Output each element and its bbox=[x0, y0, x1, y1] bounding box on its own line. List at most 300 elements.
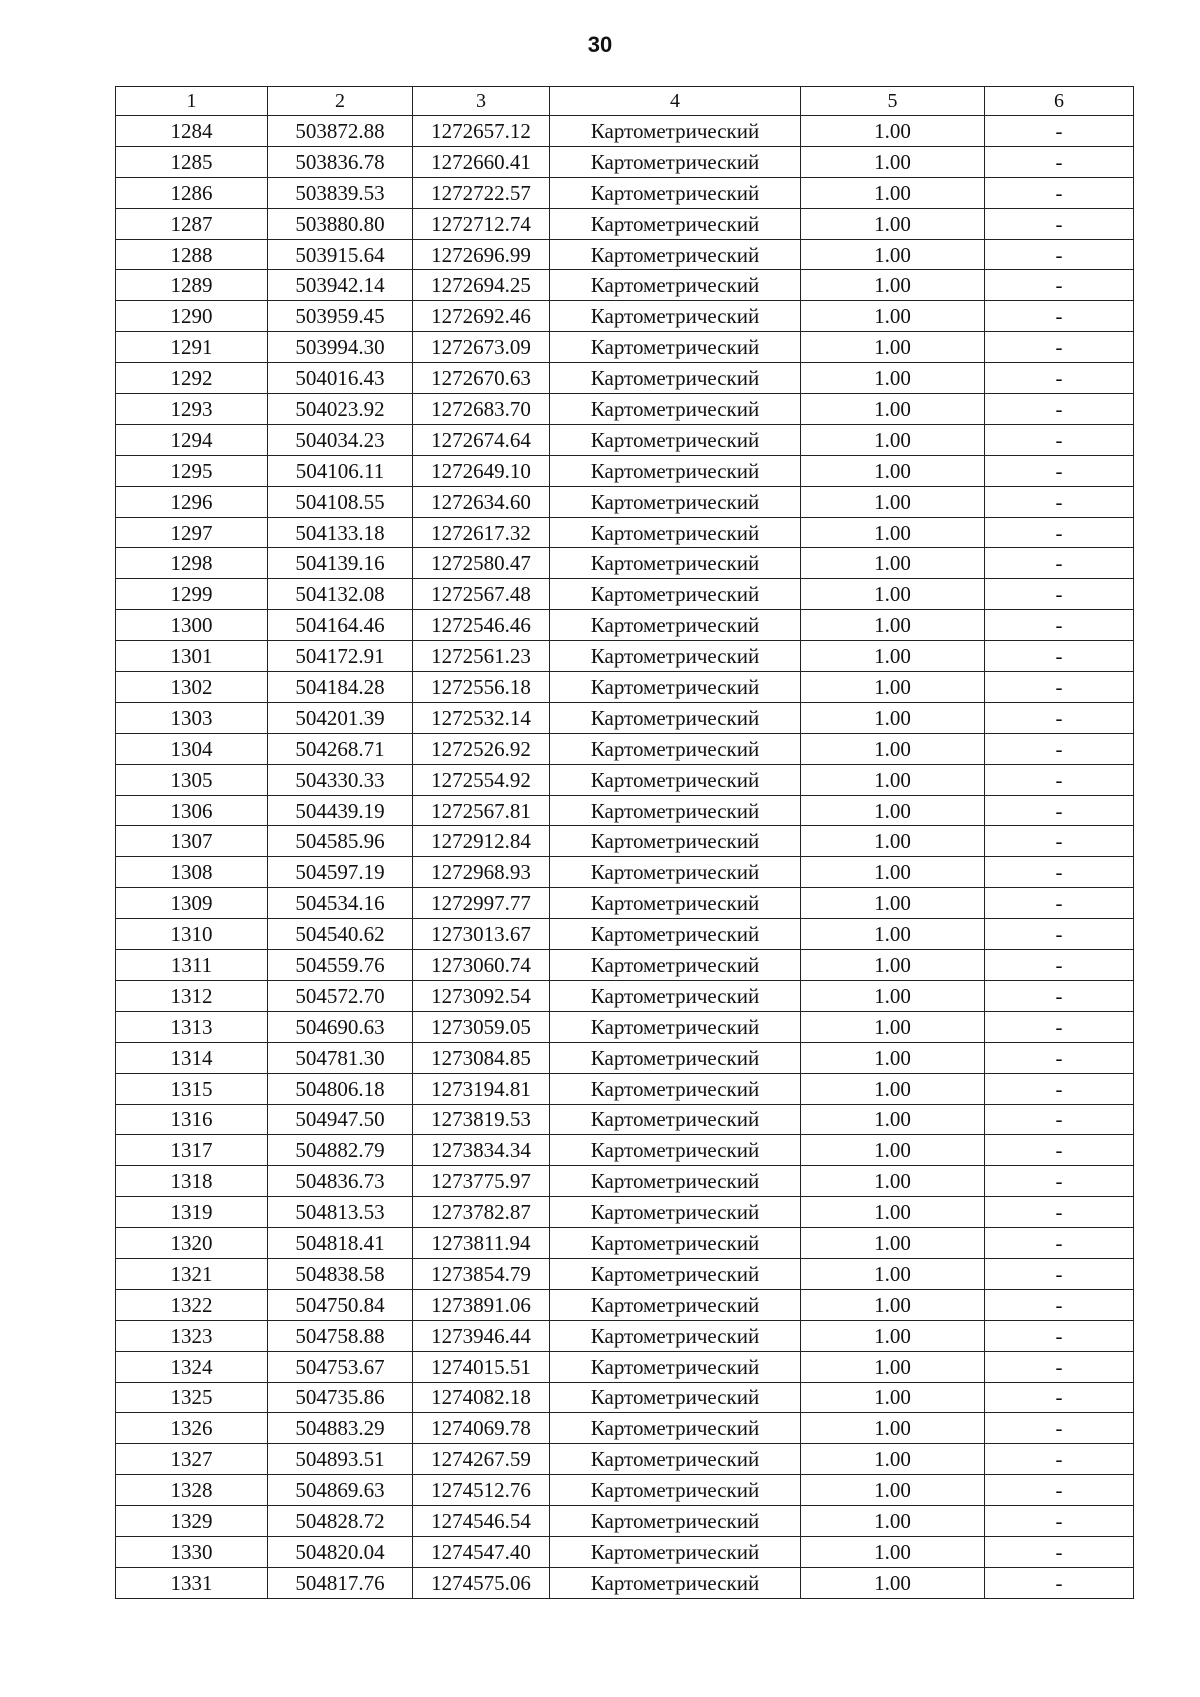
accuracy-cell: 1.00 bbox=[801, 424, 985, 455]
point-number-cell: 1312 bbox=[116, 980, 268, 1011]
point-number-cell: 1321 bbox=[116, 1258, 268, 1289]
column-header-5: 5 bbox=[801, 87, 985, 116]
description-cell: - bbox=[985, 1258, 1134, 1289]
y-coordinate-cell: 1272674.64 bbox=[413, 424, 550, 455]
x-coordinate-cell: 504817.76 bbox=[268, 1567, 413, 1598]
accuracy-cell: 1.00 bbox=[801, 1382, 985, 1413]
x-coordinate-cell: 504540.62 bbox=[268, 919, 413, 950]
method-cell: Картометрический bbox=[550, 672, 801, 703]
accuracy-cell: 1.00 bbox=[801, 672, 985, 703]
table-row bbox=[116, 1506, 1134, 1537]
y-coordinate-cell: 1272554.92 bbox=[413, 764, 550, 795]
method-cell: Картометрический bbox=[550, 548, 801, 579]
point-number-cell: 1297 bbox=[116, 517, 268, 548]
table-row bbox=[116, 795, 1134, 826]
table-row bbox=[116, 857, 1134, 888]
table-row bbox=[116, 270, 1134, 301]
point-number-cell: 1286 bbox=[116, 177, 268, 208]
accuracy-cell: 1.00 bbox=[801, 177, 985, 208]
method-cell: Картометрический bbox=[550, 641, 801, 672]
description-cell: - bbox=[985, 1011, 1134, 1042]
x-coordinate-cell: 504572.70 bbox=[268, 980, 413, 1011]
y-coordinate-cell: 1272912.84 bbox=[413, 826, 550, 857]
x-coordinate-cell: 504534.16 bbox=[268, 888, 413, 919]
accuracy-cell: 1.00 bbox=[801, 1320, 985, 1351]
y-coordinate-cell: 1272997.77 bbox=[413, 888, 550, 919]
y-coordinate-cell: 1272617.32 bbox=[413, 517, 550, 548]
x-coordinate-cell: 504439.19 bbox=[268, 795, 413, 826]
description-cell: - bbox=[985, 208, 1134, 239]
method-cell: Картометрический bbox=[550, 1228, 801, 1259]
x-coordinate-cell: 504893.51 bbox=[268, 1444, 413, 1475]
description-cell: - bbox=[985, 1166, 1134, 1197]
description-cell: - bbox=[985, 1351, 1134, 1382]
table-row bbox=[116, 733, 1134, 764]
method-cell: Картометрический bbox=[550, 1444, 801, 1475]
point-number-cell: 1306 bbox=[116, 795, 268, 826]
method-cell: Картометрический bbox=[550, 1382, 801, 1413]
y-coordinate-cell: 1274069.78 bbox=[413, 1413, 550, 1444]
accuracy-cell: 1.00 bbox=[801, 116, 985, 147]
y-coordinate-cell: 1274575.06 bbox=[413, 1567, 550, 1598]
column-header-2: 2 bbox=[268, 87, 413, 116]
method-cell: Картометрический bbox=[550, 733, 801, 764]
y-coordinate-cell: 1273782.87 bbox=[413, 1197, 550, 1228]
table-row bbox=[116, 1413, 1134, 1444]
y-coordinate-cell: 1272546.46 bbox=[413, 610, 550, 641]
table-row bbox=[116, 702, 1134, 733]
description-cell: - bbox=[985, 702, 1134, 733]
description-cell: - bbox=[985, 270, 1134, 301]
table-row bbox=[116, 579, 1134, 610]
x-coordinate-cell: 504139.16 bbox=[268, 548, 413, 579]
accuracy-cell: 1.00 bbox=[801, 1073, 985, 1104]
accuracy-cell: 1.00 bbox=[801, 1536, 985, 1567]
x-coordinate-cell: 504836.73 bbox=[268, 1166, 413, 1197]
point-number-cell: 1324 bbox=[116, 1351, 268, 1382]
accuracy-cell: 1.00 bbox=[801, 208, 985, 239]
x-coordinate-cell: 504034.23 bbox=[268, 424, 413, 455]
y-coordinate-cell: 1272683.70 bbox=[413, 394, 550, 425]
accuracy-cell: 1.00 bbox=[801, 486, 985, 517]
description-cell: - bbox=[985, 1382, 1134, 1413]
y-coordinate-cell: 1273854.79 bbox=[413, 1258, 550, 1289]
point-number-cell: 1291 bbox=[116, 332, 268, 363]
y-coordinate-cell: 1272580.47 bbox=[413, 548, 550, 579]
accuracy-cell: 1.00 bbox=[801, 1197, 985, 1228]
table-row bbox=[116, 1166, 1134, 1197]
accuracy-cell: 1.00 bbox=[801, 1228, 985, 1259]
y-coordinate-cell: 1273084.85 bbox=[413, 1042, 550, 1073]
point-number-cell: 1302 bbox=[116, 672, 268, 703]
point-number-cell: 1327 bbox=[116, 1444, 268, 1475]
y-coordinate-cell: 1272567.48 bbox=[413, 579, 550, 610]
y-coordinate-cell: 1272722.57 bbox=[413, 177, 550, 208]
table-row bbox=[116, 1320, 1134, 1351]
method-cell: Картометрический bbox=[550, 455, 801, 486]
description-cell: - bbox=[985, 857, 1134, 888]
table-row bbox=[116, 239, 1134, 270]
y-coordinate-cell: 1272657.12 bbox=[413, 116, 550, 147]
table-row bbox=[116, 1228, 1134, 1259]
y-coordinate-cell: 1274512.76 bbox=[413, 1475, 550, 1506]
accuracy-cell: 1.00 bbox=[801, 1135, 985, 1166]
x-coordinate-cell: 504016.43 bbox=[268, 363, 413, 394]
description-cell: - bbox=[985, 486, 1134, 517]
y-coordinate-cell: 1274015.51 bbox=[413, 1351, 550, 1382]
column-header-4: 4 bbox=[550, 87, 801, 116]
y-coordinate-cell: 1272694.25 bbox=[413, 270, 550, 301]
y-coordinate-cell: 1272968.93 bbox=[413, 857, 550, 888]
point-number-cell: 1305 bbox=[116, 764, 268, 795]
table-row bbox=[116, 1197, 1134, 1228]
point-number-cell: 1294 bbox=[116, 424, 268, 455]
accuracy-cell: 1.00 bbox=[801, 548, 985, 579]
point-number-cell: 1320 bbox=[116, 1228, 268, 1259]
accuracy-cell: 1.00 bbox=[801, 610, 985, 641]
table-row bbox=[116, 1444, 1134, 1475]
point-number-cell: 1310 bbox=[116, 919, 268, 950]
method-cell: Картометрический bbox=[550, 270, 801, 301]
x-coordinate-cell: 503880.80 bbox=[268, 208, 413, 239]
point-number-cell: 1326 bbox=[116, 1413, 268, 1444]
y-coordinate-cell: 1273060.74 bbox=[413, 950, 550, 981]
method-cell: Картометрический bbox=[550, 857, 801, 888]
point-number-cell: 1331 bbox=[116, 1567, 268, 1598]
y-coordinate-cell: 1272649.10 bbox=[413, 455, 550, 486]
point-number-cell: 1307 bbox=[116, 826, 268, 857]
description-cell: - bbox=[985, 641, 1134, 672]
y-coordinate-cell: 1272561.23 bbox=[413, 641, 550, 672]
point-number-cell: 1316 bbox=[116, 1104, 268, 1135]
description-cell: - bbox=[985, 455, 1134, 486]
method-cell: Картометрический bbox=[550, 1475, 801, 1506]
x-coordinate-cell: 504753.67 bbox=[268, 1351, 413, 1382]
x-coordinate-cell: 504882.79 bbox=[268, 1135, 413, 1166]
table-row bbox=[116, 610, 1134, 641]
y-coordinate-cell: 1272556.18 bbox=[413, 672, 550, 703]
point-number-cell: 1295 bbox=[116, 455, 268, 486]
method-cell: Картометрический bbox=[550, 1104, 801, 1135]
point-number-cell: 1290 bbox=[116, 301, 268, 332]
accuracy-cell: 1.00 bbox=[801, 733, 985, 764]
x-coordinate-cell: 504597.19 bbox=[268, 857, 413, 888]
method-cell: Картометрический bbox=[550, 486, 801, 517]
description-cell: - bbox=[985, 301, 1134, 332]
method-cell: Картометрический bbox=[550, 1042, 801, 1073]
point-number-cell: 1288 bbox=[116, 239, 268, 270]
method-cell: Картометрический bbox=[550, 1135, 801, 1166]
point-number-cell: 1313 bbox=[116, 1011, 268, 1042]
method-cell: Картометрический bbox=[550, 1197, 801, 1228]
x-coordinate-cell: 504201.39 bbox=[268, 702, 413, 733]
y-coordinate-cell: 1272660.41 bbox=[413, 146, 550, 177]
x-coordinate-cell: 504330.33 bbox=[268, 764, 413, 795]
x-coordinate-cell: 504023.92 bbox=[268, 394, 413, 425]
y-coordinate-cell: 1274547.40 bbox=[413, 1536, 550, 1567]
x-coordinate-cell: 504883.29 bbox=[268, 1413, 413, 1444]
method-cell: Картометрический bbox=[550, 795, 801, 826]
x-coordinate-cell: 503915.64 bbox=[268, 239, 413, 270]
table-row bbox=[116, 950, 1134, 981]
y-coordinate-cell: 1272696.99 bbox=[413, 239, 550, 270]
description-cell: - bbox=[985, 1228, 1134, 1259]
description-cell: - bbox=[985, 424, 1134, 455]
x-coordinate-cell: 504820.04 bbox=[268, 1536, 413, 1567]
y-coordinate-cell: 1273059.05 bbox=[413, 1011, 550, 1042]
table-row bbox=[116, 826, 1134, 857]
table-row bbox=[116, 1289, 1134, 1320]
x-coordinate-cell: 503836.78 bbox=[268, 146, 413, 177]
column-header-6: 6 bbox=[985, 87, 1134, 116]
table-header bbox=[116, 87, 1134, 116]
accuracy-cell: 1.00 bbox=[801, 332, 985, 363]
description-cell: - bbox=[985, 239, 1134, 270]
x-coordinate-cell: 504750.84 bbox=[268, 1289, 413, 1320]
y-coordinate-cell: 1274082.18 bbox=[413, 1382, 550, 1413]
y-coordinate-cell: 1273819.53 bbox=[413, 1104, 550, 1135]
x-coordinate-cell: 504758.88 bbox=[268, 1320, 413, 1351]
description-cell: - bbox=[985, 579, 1134, 610]
table-row bbox=[116, 1258, 1134, 1289]
point-number-cell: 1303 bbox=[116, 702, 268, 733]
table-body bbox=[116, 116, 1134, 1599]
y-coordinate-cell: 1272673.09 bbox=[413, 332, 550, 363]
method-cell: Картометрический bbox=[550, 424, 801, 455]
description-cell: - bbox=[985, 1073, 1134, 1104]
accuracy-cell: 1.00 bbox=[801, 517, 985, 548]
point-number-cell: 1318 bbox=[116, 1166, 268, 1197]
table-row bbox=[116, 363, 1134, 394]
point-number-cell: 1325 bbox=[116, 1382, 268, 1413]
method-cell: Картометрический bbox=[550, 394, 801, 425]
method-cell: Картометрический bbox=[550, 1011, 801, 1042]
table-row bbox=[116, 177, 1134, 208]
description-cell: - bbox=[985, 1135, 1134, 1166]
accuracy-cell: 1.00 bbox=[801, 394, 985, 425]
method-cell: Картометрический bbox=[550, 702, 801, 733]
description-cell: - bbox=[985, 733, 1134, 764]
point-number-cell: 1311 bbox=[116, 950, 268, 981]
y-coordinate-cell: 1273092.54 bbox=[413, 980, 550, 1011]
table-row bbox=[116, 146, 1134, 177]
x-coordinate-cell: 504806.18 bbox=[268, 1073, 413, 1104]
table-row bbox=[116, 116, 1134, 147]
description-cell: - bbox=[985, 980, 1134, 1011]
y-coordinate-cell: 1273013.67 bbox=[413, 919, 550, 950]
column-header-1: 1 bbox=[116, 87, 268, 116]
accuracy-cell: 1.00 bbox=[801, 950, 985, 981]
method-cell: Картометрический bbox=[550, 363, 801, 394]
point-number-cell: 1299 bbox=[116, 579, 268, 610]
accuracy-cell: 1.00 bbox=[801, 239, 985, 270]
accuracy-cell: 1.00 bbox=[801, 1351, 985, 1382]
accuracy-cell: 1.00 bbox=[801, 1475, 985, 1506]
method-cell: Картометрический bbox=[550, 517, 801, 548]
point-number-cell: 1300 bbox=[116, 610, 268, 641]
description-cell: - bbox=[985, 146, 1134, 177]
method-cell: Картометрический bbox=[550, 1536, 801, 1567]
point-number-cell: 1329 bbox=[116, 1506, 268, 1537]
point-number-cell: 1319 bbox=[116, 1197, 268, 1228]
method-cell: Картометрический bbox=[550, 579, 801, 610]
method-cell: Картометрический bbox=[550, 919, 801, 950]
header-row bbox=[116, 87, 1134, 116]
column-header-3: 3 bbox=[413, 87, 550, 116]
x-coordinate-cell: 504947.50 bbox=[268, 1104, 413, 1135]
x-coordinate-cell: 504106.11 bbox=[268, 455, 413, 486]
accuracy-cell: 1.00 bbox=[801, 1042, 985, 1073]
x-coordinate-cell: 504690.63 bbox=[268, 1011, 413, 1042]
y-coordinate-cell: 1272712.74 bbox=[413, 208, 550, 239]
accuracy-cell: 1.00 bbox=[801, 1011, 985, 1042]
x-coordinate-cell: 504559.76 bbox=[268, 950, 413, 981]
description-cell: - bbox=[985, 950, 1134, 981]
accuracy-cell: 1.00 bbox=[801, 301, 985, 332]
table-row bbox=[116, 332, 1134, 363]
description-cell: - bbox=[985, 1413, 1134, 1444]
x-coordinate-cell: 503872.88 bbox=[268, 116, 413, 147]
point-number-cell: 1317 bbox=[116, 1135, 268, 1166]
x-coordinate-cell: 504818.41 bbox=[268, 1228, 413, 1259]
accuracy-cell: 1.00 bbox=[801, 455, 985, 486]
accuracy-cell: 1.00 bbox=[801, 764, 985, 795]
method-cell: Картометрический bbox=[550, 826, 801, 857]
description-cell: - bbox=[985, 888, 1134, 919]
x-coordinate-cell: 503994.30 bbox=[268, 332, 413, 363]
description-cell: - bbox=[985, 517, 1134, 548]
y-coordinate-cell: 1273946.44 bbox=[413, 1320, 550, 1351]
table-row bbox=[116, 919, 1134, 950]
accuracy-cell: 1.00 bbox=[801, 1444, 985, 1475]
table-row bbox=[116, 672, 1134, 703]
description-cell: - bbox=[985, 1567, 1134, 1598]
method-cell: Картометрический bbox=[550, 1166, 801, 1197]
accuracy-cell: 1.00 bbox=[801, 1413, 985, 1444]
coordinates-table bbox=[115, 86, 1134, 1599]
description-cell: - bbox=[985, 363, 1134, 394]
table-row bbox=[116, 980, 1134, 1011]
accuracy-cell: 1.00 bbox=[801, 1104, 985, 1135]
point-number-cell: 1285 bbox=[116, 146, 268, 177]
table-row bbox=[116, 1351, 1134, 1382]
table-row bbox=[116, 1475, 1134, 1506]
accuracy-cell: 1.00 bbox=[801, 1506, 985, 1537]
point-number-cell: 1284 bbox=[116, 116, 268, 147]
accuracy-cell: 1.00 bbox=[801, 641, 985, 672]
description-cell: - bbox=[985, 548, 1134, 579]
table-row bbox=[116, 424, 1134, 455]
point-number-cell: 1323 bbox=[116, 1320, 268, 1351]
method-cell: Картометрический bbox=[550, 116, 801, 147]
description-cell: - bbox=[985, 1104, 1134, 1135]
description-cell: - bbox=[985, 1289, 1134, 1320]
x-coordinate-cell: 504133.18 bbox=[268, 517, 413, 548]
point-number-cell: 1322 bbox=[116, 1289, 268, 1320]
method-cell: Картометрический bbox=[550, 301, 801, 332]
description-cell: - bbox=[985, 332, 1134, 363]
x-coordinate-cell: 504585.96 bbox=[268, 826, 413, 857]
y-coordinate-cell: 1273811.94 bbox=[413, 1228, 550, 1259]
accuracy-cell: 1.00 bbox=[801, 146, 985, 177]
table-row bbox=[116, 1382, 1134, 1413]
table-row bbox=[116, 301, 1134, 332]
point-number-cell: 1330 bbox=[116, 1536, 268, 1567]
page-number: 30 bbox=[587, 32, 613, 57]
table-row bbox=[116, 486, 1134, 517]
method-cell: Картометрический bbox=[550, 980, 801, 1011]
description-cell: - bbox=[985, 1536, 1134, 1567]
y-coordinate-cell: 1272532.14 bbox=[413, 702, 550, 733]
accuracy-cell: 1.00 bbox=[801, 1258, 985, 1289]
accuracy-cell: 1.00 bbox=[801, 579, 985, 610]
method-cell: Картометрический bbox=[550, 208, 801, 239]
x-coordinate-cell: 504869.63 bbox=[268, 1475, 413, 1506]
y-coordinate-cell: 1273834.34 bbox=[413, 1135, 550, 1166]
x-coordinate-cell: 504108.55 bbox=[268, 486, 413, 517]
y-coordinate-cell: 1273775.97 bbox=[413, 1166, 550, 1197]
y-coordinate-cell: 1272526.92 bbox=[413, 733, 550, 764]
description-cell: - bbox=[985, 1197, 1134, 1228]
method-cell: Картометрический bbox=[550, 1506, 801, 1537]
x-coordinate-cell: 504813.53 bbox=[268, 1197, 413, 1228]
method-cell: Картометрический bbox=[550, 1320, 801, 1351]
y-coordinate-cell: 1272567.81 bbox=[413, 795, 550, 826]
accuracy-cell: 1.00 bbox=[801, 888, 985, 919]
method-cell: Картометрический bbox=[550, 177, 801, 208]
table-row bbox=[116, 1135, 1134, 1166]
accuracy-cell: 1.00 bbox=[801, 857, 985, 888]
accuracy-cell: 1.00 bbox=[801, 363, 985, 394]
table-row bbox=[116, 517, 1134, 548]
table-row bbox=[116, 548, 1134, 579]
accuracy-cell: 1.00 bbox=[801, 795, 985, 826]
table-row bbox=[116, 455, 1134, 486]
accuracy-cell: 1.00 bbox=[801, 1166, 985, 1197]
description-cell: - bbox=[985, 919, 1134, 950]
description-cell: - bbox=[985, 1042, 1134, 1073]
point-number-cell: 1296 bbox=[116, 486, 268, 517]
table-row bbox=[116, 1011, 1134, 1042]
point-number-cell: 1298 bbox=[116, 548, 268, 579]
point-number-cell: 1328 bbox=[116, 1475, 268, 1506]
point-number-cell: 1314 bbox=[116, 1042, 268, 1073]
description-cell: - bbox=[985, 795, 1134, 826]
point-number-cell: 1292 bbox=[116, 363, 268, 394]
x-coordinate-cell: 504184.28 bbox=[268, 672, 413, 703]
y-coordinate-cell: 1274546.54 bbox=[413, 1506, 550, 1537]
y-coordinate-cell: 1273194.81 bbox=[413, 1073, 550, 1104]
description-cell: - bbox=[985, 826, 1134, 857]
x-coordinate-cell: 504838.58 bbox=[268, 1258, 413, 1289]
description-cell: - bbox=[985, 177, 1134, 208]
x-coordinate-cell: 504268.71 bbox=[268, 733, 413, 764]
y-coordinate-cell: 1273891.06 bbox=[413, 1289, 550, 1320]
table-row bbox=[116, 394, 1134, 425]
table-row bbox=[116, 1073, 1134, 1104]
x-coordinate-cell: 504828.72 bbox=[268, 1506, 413, 1537]
description-cell: - bbox=[985, 1475, 1134, 1506]
point-number-cell: 1301 bbox=[116, 641, 268, 672]
description-cell: - bbox=[985, 116, 1134, 147]
accuracy-cell: 1.00 bbox=[801, 980, 985, 1011]
method-cell: Картометрический bbox=[550, 610, 801, 641]
method-cell: Картометрический bbox=[550, 1351, 801, 1382]
method-cell: Картометрический bbox=[550, 332, 801, 363]
method-cell: Картометрический bbox=[550, 146, 801, 177]
table-row bbox=[116, 764, 1134, 795]
accuracy-cell: 1.00 bbox=[801, 270, 985, 301]
